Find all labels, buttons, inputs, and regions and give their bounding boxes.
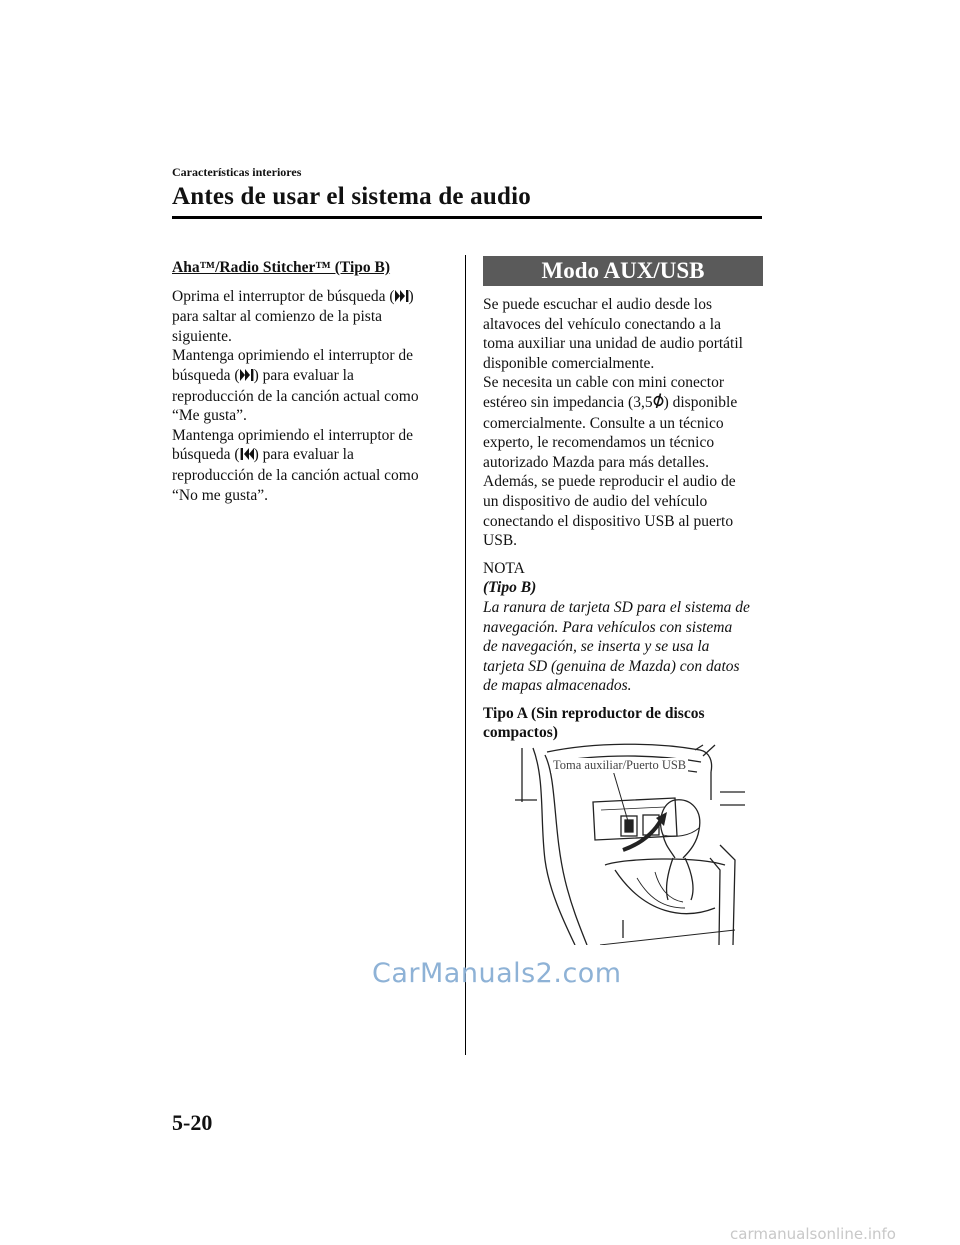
section-label: Características interiores bbox=[172, 165, 302, 179]
left-column bbox=[172, 258, 457, 505]
aux-intro-paragraph: Se puede escuchar el audio desde los altavoces del vehículo conectando a la toma auxiliar una unidad de audio portátil disponible comercialmente. Se necesita un cable con mini conector estéreo sin impedancia (3,5 ) disponible comercialmente. Consulte a un técnico experto, le recomendamos un técnico autorizado Mazda para más detalles. Además, se puede reproducir el audio de un dispositivo de audio del vehículo conectando el dispositivo USB al puerto USB. bbox=[483, 296, 743, 550]
aux-usb-banner: Modo AUX/USB bbox=[483, 256, 763, 286]
seek-forward-icon bbox=[240, 367, 254, 387]
note-block: NOTA (Tipo B) La ranura de tarjeta SD para el sistema de navegación. Para vehículos con sistema de navegación, se inserta y se usa la tarjeta SD (genuina de Mazda) con datos de mapas almacenados. bbox=[483, 559, 750, 695]
note-type: (Tipo B) bbox=[483, 579, 537, 597]
column-divider bbox=[465, 255, 466, 1055]
chapter-title: Antes de usar el sistema de audio bbox=[172, 183, 531, 210]
figure-callout-label: Toma auxiliar/Puerto USB bbox=[553, 758, 687, 772]
watermark-logo: CarManuals2.com bbox=[372, 958, 622, 989]
seek-next-paragraph: Oprima el interruptor de búsqueda ( ) para saltar al comienzo de la pista siguiente. Mantenga oprimiendo el interruptor de búsqueda ( ) para evaluar la reproducción de la canción actual como “Me gusta”. Mantenga oprimiendo el interruptor de búsqueda ( ) para evaluar la reproducción de la canción actual como “No me gusta”. bbox=[172, 287, 419, 504]
aux-usb-console-figure bbox=[505, 740, 750, 945]
diameter-phi-icon bbox=[653, 393, 664, 414]
right-column bbox=[483, 256, 765, 743]
note-label: NOTA bbox=[483, 559, 525, 577]
title-rule bbox=[172, 216, 762, 219]
seek-forward-icon bbox=[395, 288, 409, 308]
seek-backward-icon bbox=[240, 446, 254, 466]
type-a-heading: Tipo A (Sin reproductor de discos compactos) bbox=[483, 704, 705, 742]
aha-stitcher-heading: Aha™/Radio Stitcher™ (Tipo B) bbox=[172, 259, 391, 276]
page-number: 5-20 bbox=[172, 1110, 213, 1135]
footer-site-text: carmanualsonline.info bbox=[730, 1225, 896, 1243]
